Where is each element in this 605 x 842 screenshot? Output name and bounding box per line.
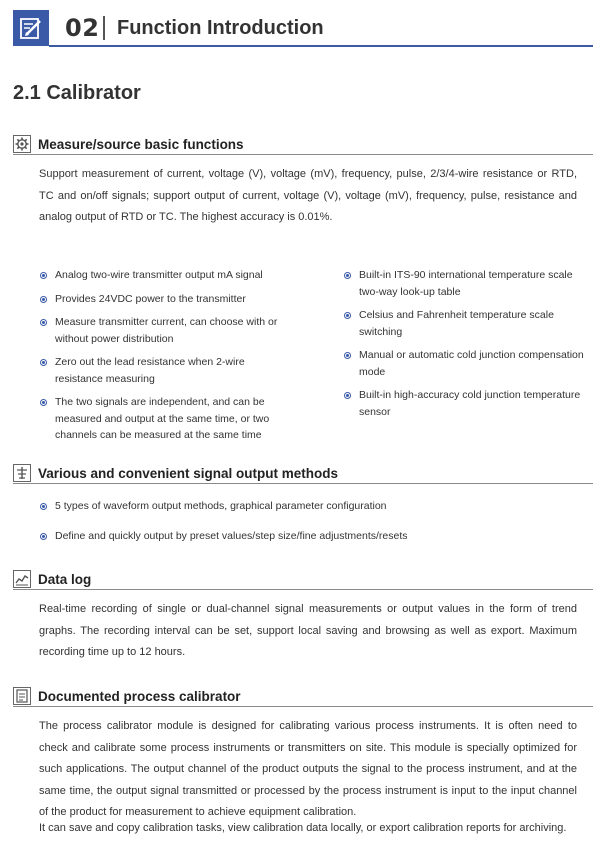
section-paragraph: Support measurement of current, voltage (V), voltage (mV), frequency, pulse, 2/3/4-wire resistance or RTD, TC and on/off signals; support output of current, voltage (V), voltage (mV), frequency, pulse, resistance and analog output of RTD or TC. The highest accuracy is 0.01%. (39, 168, 577, 223)
section-title: Various and convenient signal output methods (38, 466, 339, 481)
document-icon (13, 687, 31, 705)
list-item: Celsius and Fahrenheit temperature scale switching (343, 307, 588, 340)
list-item: Built-in high-accuracy cold junction temperature sensor (343, 387, 588, 420)
list-item: Provides 24VDC power to the transmitter (39, 291, 289, 308)
bullet-list-left (39, 267, 289, 451)
list-item: Built-in ITS-90 international temperature scale two-way look-up table (343, 267, 588, 300)
section-divider (13, 589, 593, 590)
header-divider (103, 16, 105, 40)
section-title: Measure/source basic functions (38, 137, 244, 152)
list-item: The two signals are independent, and can be measured and output at the same time, or two channels can be measured at the same time (39, 394, 289, 444)
section-divider (13, 154, 593, 155)
section-title: Documented process calibrator (38, 689, 241, 704)
section-paragraph: Real-time recording of single or dual-channel signal measurements or output values in the form of trend graphs. The recording interval can be set, support local saving and browsing as well as export. Maximum recording time up to 12 hours. (39, 603, 577, 658)
list-item: Define and quickly output by preset values/step size/fine adjustments/resets (39, 528, 579, 545)
section-header-measure (13, 135, 593, 155)
bullet-list-right (343, 267, 588, 427)
list-item: Analog two-wire transmitter output mA signal (39, 267, 289, 284)
section-divider (13, 706, 593, 707)
section-header-signal (13, 464, 593, 484)
list-item: 5 types of waveform output methods, graphical parameter configuration (39, 498, 579, 515)
section-paragraph: The process calibrator module is designed for calibrating various process instruments. It is often need to check and calibrate some process instruments or transmitters on site. This module is specially optimized for such applications. The output channel of the product outputs the signal to the process instrument, and at the same time, the output signal transmitted or processed by the process instrument is input to the input channel of the product for measurement to achieve equipment calibration. (39, 720, 577, 818)
section-divider (13, 483, 593, 484)
chapter-number: 02 (65, 14, 100, 42)
trend-chart-icon (13, 570, 31, 588)
header-underline (49, 45, 593, 47)
edit-icon (13, 10, 49, 46)
page-header (13, 10, 593, 46)
gear-icon (13, 135, 31, 153)
section-header-process (13, 687, 593, 707)
section-title: Data log (38, 572, 92, 587)
list-item: Manual or automatic cold junction compensation mode (343, 347, 588, 380)
bullet-list-signal (39, 498, 579, 551)
list-item: Measure transmitter current, can choose with or without power distribution (39, 314, 289, 347)
section-header-datalog (13, 570, 593, 590)
section-heading: 2.1 Calibrator (13, 82, 141, 104)
list-item: Zero out the lead resistance when 2-wire resistance measuring (39, 354, 289, 387)
section-paragraph: It can save and copy calibration tasks, view calibration data locally, or export calibration reports for archiving. (39, 822, 567, 834)
signal-icon (13, 464, 31, 482)
chapter-title: Function Introduction (117, 17, 324, 39)
